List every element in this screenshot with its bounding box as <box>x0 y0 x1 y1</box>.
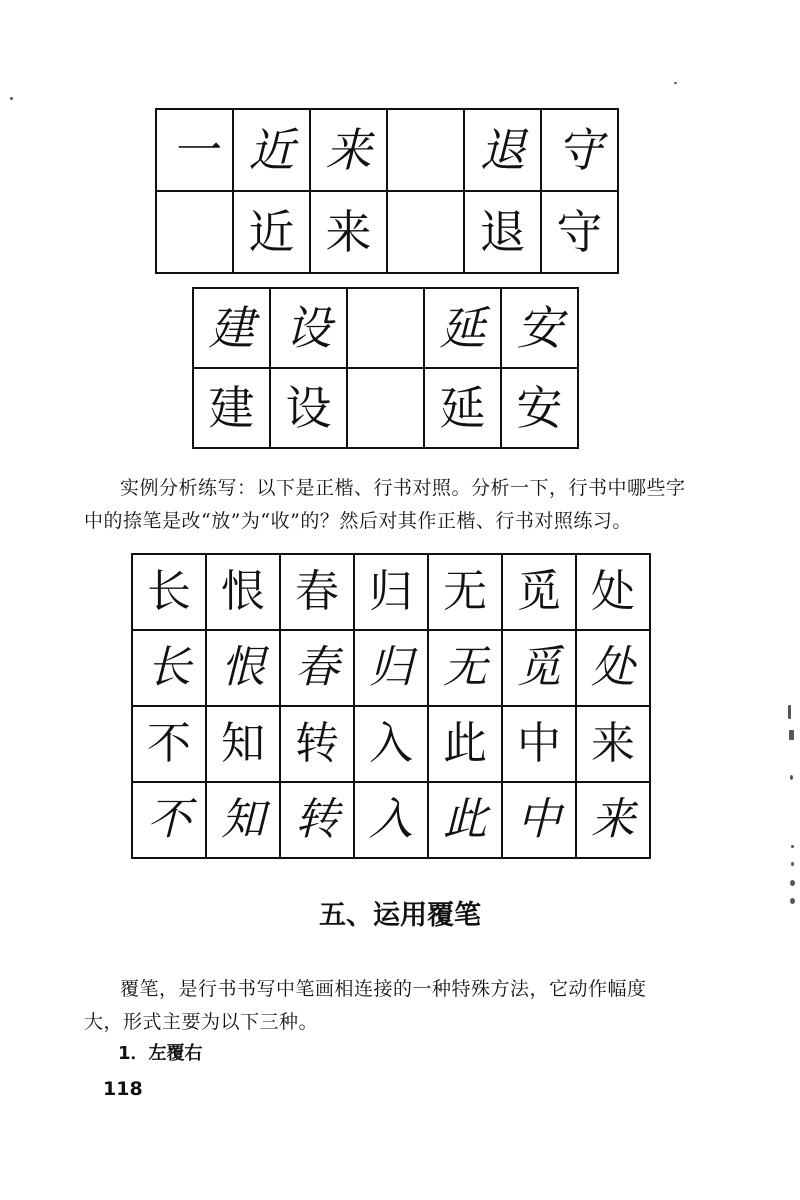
character-grid-practice <box>131 553 651 859</box>
grid-cell: 不 <box>132 706 206 782</box>
grid-cell: 设 <box>270 368 347 448</box>
grid-cell <box>387 109 464 191</box>
grid-cell: 转 <box>280 782 354 858</box>
grid-cell: 归 <box>354 630 428 706</box>
grid-row-cursive <box>156 109 618 191</box>
scan-margin-mark <box>791 845 794 848</box>
grid-cell: 安 <box>501 368 578 448</box>
grid-cell: 此 <box>428 706 502 782</box>
grid-cell: 入 <box>354 782 428 858</box>
page-number: 118 <box>103 1078 143 1100</box>
grid-cell: 来 <box>310 109 387 191</box>
scan-speck <box>10 97 13 100</box>
grid-cell: 来 <box>310 191 387 273</box>
body-line-1: 覆笔，是行书书写中笔画相连接的一种特殊方法，它动作幅度 <box>120 978 647 1000</box>
grid-cell: 知 <box>206 706 280 782</box>
grid-cell: 来 <box>576 706 650 782</box>
scan-margin-mark <box>788 705 791 719</box>
grid-cell: 知 <box>206 782 280 858</box>
grid-row-regular <box>132 554 650 630</box>
grid-row-regular <box>193 368 578 448</box>
scan-margin-mark <box>790 775 793 780</box>
character-grid-top <box>155 108 619 274</box>
grid-cell: 来 <box>576 782 650 858</box>
grid-cell: 一 <box>156 109 233 191</box>
scan-margin-mark <box>789 730 794 740</box>
grid-cell: 觅 <box>502 554 576 630</box>
grid-cell: 退 <box>464 109 541 191</box>
subheading: 1．左覆右 <box>118 1043 203 1064</box>
grid-cell: 此 <box>428 782 502 858</box>
grid-cell <box>156 191 233 273</box>
grid-cell: 恨 <box>206 630 280 706</box>
grid-cell: 近 <box>233 191 310 273</box>
practice-instruction-line-2: 中的捺笔是改“放”为“收”的？然后对其作正楷、行书对照练习。 <box>84 510 632 532</box>
character-grid-middle <box>192 287 579 449</box>
section-heading: 五、运用覆笔 <box>319 900 481 931</box>
grid-cell: 春 <box>280 554 354 630</box>
grid-cell: 守 <box>541 191 618 273</box>
grid-row-regular <box>156 191 618 273</box>
grid-cell: 恨 <box>206 554 280 630</box>
grid-cell: 春 <box>280 630 354 706</box>
grid-cell <box>387 191 464 273</box>
scan-margin-mark <box>790 898 795 904</box>
grid-cell: 无 <box>428 630 502 706</box>
grid-cell: 安 <box>501 288 578 368</box>
grid-cell <box>347 368 424 448</box>
grid-cell: 处 <box>576 554 650 630</box>
scan-speck <box>674 82 677 84</box>
grid-cell: 退 <box>464 191 541 273</box>
grid-cell: 延 <box>424 288 501 368</box>
grid-cell: 觅 <box>502 630 576 706</box>
grid-cell: 延 <box>424 368 501 448</box>
grid-cell: 无 <box>428 554 502 630</box>
grid-cell: 长 <box>132 554 206 630</box>
grid-cell: 近 <box>233 109 310 191</box>
scan-margin-mark <box>790 880 795 886</box>
grid-row-regular <box>132 706 650 782</box>
grid-row-cursive <box>132 782 650 858</box>
grid-cell: 中 <box>502 782 576 858</box>
grid-cell: 入 <box>354 706 428 782</box>
grid-cell: 设 <box>270 288 347 368</box>
grid-cell: 处 <box>576 630 650 706</box>
grid-row-cursive <box>132 630 650 706</box>
grid-row-cursive <box>193 288 578 368</box>
grid-cell: 建 <box>193 288 270 368</box>
grid-cell: 不 <box>132 782 206 858</box>
grid-cell: 守 <box>541 109 618 191</box>
practice-instruction-line-1: 实例分析练写：以下是正楷、行书对照。分析一下，行书中哪些字 <box>120 477 686 499</box>
grid-cell: 转 <box>280 706 354 782</box>
body-line-2: 大，形式主要为以下三种。 <box>84 1011 319 1033</box>
grid-cell: 建 <box>193 368 270 448</box>
grid-cell <box>347 288 424 368</box>
grid-cell: 中 <box>502 706 576 782</box>
grid-cell: 归 <box>354 554 428 630</box>
grid-cell: 长 <box>132 630 206 706</box>
scan-margin-mark <box>791 862 794 866</box>
